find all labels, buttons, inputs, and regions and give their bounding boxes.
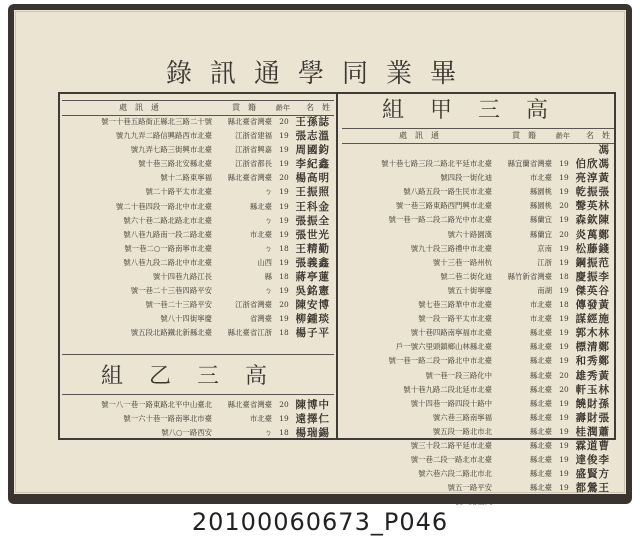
name-cell: 王孫誌 — [296, 116, 330, 128]
name-cell: 郭木林 — [576, 327, 610, 340]
table-row — [62, 412, 334, 426]
address-cell: 號一巷一路二段一路北中市北臺 — [388, 356, 492, 366]
left-table-header — [62, 100, 334, 116]
age-cell: 19 — [559, 328, 569, 338]
address-cell: 號一巷三路東路西門興市北臺 — [395, 201, 492, 211]
address-cell: 號五段北路鐵北新縣北臺 — [130, 328, 212, 338]
table-row — [342, 199, 614, 213]
address-cell: 號八○一路西安 — [161, 428, 212, 438]
address-cell: 號二十路平太市北臺 — [145, 187, 212, 197]
table-row — [62, 129, 334, 143]
age-cell: 20 — [279, 173, 289, 183]
origin-cell: ㄅ — [264, 243, 272, 253]
address-cell: 號八巷九路南一段二路北臺 — [123, 229, 212, 239]
origin-cell: 縣北臺 — [529, 469, 552, 479]
center-divider — [336, 92, 338, 440]
origin-cell: 縣蘭宜 — [529, 215, 552, 225]
name-cell: 陳博中 — [296, 399, 330, 411]
origin-cell: 山西 — [257, 257, 272, 267]
name-cell: 松藤錢 — [576, 242, 610, 255]
address-cell: 號一巷一段三路化中 — [425, 370, 492, 380]
origin-cell: ㄅ — [264, 428, 272, 438]
age-cell: 20 — [559, 384, 569, 394]
name-cell: 楊瑞錫 — [296, 427, 330, 440]
origin-cell: 市北臺 — [529, 173, 552, 183]
table-row — [62, 312, 334, 326]
age-cell: 20 — [559, 370, 569, 380]
header-address: 處 訊 通 — [399, 131, 439, 140]
age-cell: 19 — [559, 440, 569, 450]
address-cell: 號十四巷一路四段十路中 — [410, 398, 492, 408]
origin-cell: 縣蘭宜 — [529, 229, 552, 239]
age-cell: 20 — [279, 400, 289, 409]
age-cell: 19 — [279, 131, 289, 141]
age-cell: 19 — [559, 412, 569, 422]
table-row — [62, 426, 334, 440]
age-cell: 19 — [279, 286, 289, 296]
origin-cell: 市北臺 — [249, 414, 272, 424]
name-cell: 張志溫 — [296, 130, 330, 143]
left-divider-2 — [62, 394, 334, 395]
name-cell: 炎萬鄭 — [576, 228, 610, 241]
name-cell: 森欽陳 — [576, 214, 610, 227]
table-row — [342, 439, 614, 453]
age-cell: 18 — [559, 300, 569, 310]
address-cell: 號九十段三路禮中市北臺 — [410, 243, 492, 253]
address-cell: 號二十巷四段一路北中市北臺 — [115, 201, 212, 211]
name-cell: 聲英林 — [576, 200, 610, 213]
table-row — [62, 398, 334, 412]
table-row — [62, 200, 334, 214]
origin-cell: 縣園桃 — [529, 201, 552, 211]
age-cell: 19 — [559, 455, 569, 465]
name-cell: 鋼振范 — [576, 256, 610, 269]
name-cell: 盛賢方 — [576, 468, 610, 481]
table-row — [62, 284, 334, 298]
table-row — [342, 411, 614, 425]
address-cell: 號五段一路北市北 — [432, 426, 492, 436]
table-row — [342, 397, 614, 411]
table-row — [342, 467, 614, 481]
address-cell: 號五一路平安 — [447, 483, 492, 493]
age-cell: 18 — [279, 272, 289, 282]
address-cell: 號十四巷九路江長 — [152, 272, 212, 282]
header-origin: 貫 籍 — [512, 131, 536, 140]
address-cell: 號十巷九路二段北延市北臺 — [403, 384, 492, 394]
header-address: 處 訊 通 — [119, 103, 159, 112]
origin-cell: 縣宜蘭省灣臺 — [507, 159, 552, 169]
address-cell: 號八巷九段二路北中市北臺 — [123, 257, 212, 267]
address-cell: 號六巷六段二路北市北 — [418, 469, 492, 479]
name-cell: 謀經施 — [576, 313, 610, 326]
table-row — [62, 214, 334, 228]
name-cell: 慶振李 — [576, 270, 610, 283]
name-cell: 軒玉林 — [576, 383, 610, 396]
address-cell: 號八路五段一路生民市北臺 — [403, 187, 492, 197]
age-cell: 20 — [279, 117, 289, 126]
address-cell: 號一巷二○一路南寧市北臺 — [124, 243, 212, 253]
name-cell: 周國鈞 — [296, 144, 330, 157]
address-cell: 號一巷二十三路平安 — [145, 300, 212, 310]
origin-cell: 江浙省灣臺 — [235, 300, 272, 310]
name-cell: 亮淳黃 — [576, 172, 610, 185]
name-cell: 楊高明 — [296, 172, 330, 185]
table-row — [342, 157, 614, 171]
table-row — [342, 143, 614, 157]
name-cell: 壽財張 — [576, 411, 610, 424]
table-row — [342, 425, 614, 439]
origin-cell: 縣 — [264, 272, 272, 282]
name-cell: 王精勤 — [296, 242, 330, 255]
origin-cell: 縣園桃 — [529, 187, 552, 197]
address-cell: 號一巷二十三巷四路平安 — [130, 286, 212, 296]
address-cell: 號九弄七路三街興市北臺 — [130, 145, 212, 155]
table-row — [342, 453, 614, 467]
table-row — [342, 354, 614, 368]
table-row — [342, 270, 614, 284]
header-name: 名 姓 — [586, 131, 610, 140]
name-cell: 傑英谷 — [576, 284, 610, 297]
table-row — [62, 143, 334, 157]
table-row — [342, 312, 614, 326]
address-cell: 號六巷三路南寧福 — [432, 412, 492, 422]
origin-cell: 縣北臺省江浙 — [227, 328, 272, 338]
origin-cell: 縣北臺 — [529, 412, 552, 422]
name-cell: 都鶯王 — [576, 482, 610, 495]
origin-cell: 江浙省興嘉 — [235, 145, 272, 155]
address-cell: 號九九弄二路信興路西市北臺 — [115, 131, 212, 141]
name-cell: 乾振張 — [576, 186, 610, 199]
age-cell: 19 — [559, 426, 569, 436]
address-cell: 號三十段二路平延市北臺 — [410, 440, 492, 450]
name-cell: 伯欣馮 — [576, 158, 610, 171]
address-cell: 號八十四街寧慶 — [160, 314, 212, 324]
table-row — [62, 298, 334, 312]
name-cell: 張世光 — [296, 228, 330, 241]
address-cell: 號七巷三路華中市北臺 — [418, 300, 492, 310]
left-divider — [62, 354, 334, 355]
address-cell: 號一段一路平太市北臺 — [418, 314, 492, 324]
origin-cell: 縣北臺省灣臺 — [227, 173, 272, 183]
header-age: 齡年 — [276, 104, 290, 112]
table-row — [342, 298, 614, 312]
table-row — [342, 369, 614, 383]
age-cell: 19 — [559, 314, 569, 324]
origin-cell: 縣北臺省灣臺 — [227, 117, 272, 126]
address-cell: 號一巷一路二段二路光中市北臺 — [388, 215, 492, 225]
address-cell: 號一巷二段一路北市北臺 — [410, 455, 492, 465]
table-row — [342, 481, 614, 495]
address-cell: 號十巷三路北安縣北臺 — [138, 159, 212, 169]
origin-cell: 縣北臺 — [529, 370, 552, 380]
table-row — [342, 284, 614, 298]
origin-cell: 市北臺 — [249, 229, 272, 239]
age-cell: 19 — [559, 356, 569, 366]
table-row — [342, 383, 614, 397]
age-cell: 19 — [279, 145, 289, 155]
origin-cell: 江浙 — [537, 257, 552, 267]
address-cell: 號十巷七路三段二路北平延市北臺 — [381, 159, 492, 169]
age-cell: 19 — [279, 201, 289, 211]
age-cell: 19 — [559, 257, 569, 267]
name-cell: 柳鍾琰 — [296, 313, 330, 326]
age-cell: 19 — [559, 173, 569, 183]
age-cell: 19 — [279, 229, 289, 239]
age-cell: 19 — [279, 187, 289, 197]
age-cell: 18 — [559, 271, 569, 281]
age-cell: 19 — [559, 243, 569, 253]
origin-cell: 京南 — [537, 243, 552, 253]
table-row — [62, 326, 334, 340]
right-table-body — [342, 143, 614, 509]
table-row — [342, 340, 614, 354]
table-row — [342, 228, 614, 242]
table-row — [342, 326, 614, 340]
name-cell: 遠擇仁 — [296, 413, 330, 426]
age-cell: 19 — [559, 187, 569, 197]
name-cell: 蔣亭蓮 — [296, 271, 330, 284]
address-cell: 號五十街寧慶 — [447, 285, 492, 295]
table-row — [62, 171, 334, 185]
origin-cell: 縣北臺 — [249, 201, 272, 211]
age-cell: 18 — [279, 428, 289, 438]
origin-cell: ㄅ — [264, 187, 272, 197]
age-cell: 19 — [559, 483, 569, 493]
table-row — [342, 242, 614, 256]
address-cell: 號八路生民 — [455, 497, 492, 507]
origin-cell: 江浙省建福 — [235, 131, 272, 141]
origin-cell: 縣北臺 — [529, 384, 552, 394]
age-cell: 19 — [279, 159, 289, 169]
origin-cell: 省灣臺 — [249, 314, 272, 324]
name-cell: 吳銘憲 — [296, 285, 330, 298]
origin-cell: 市北臺 — [529, 314, 552, 324]
right-section-title: 組甲三高 — [381, 98, 574, 123]
name-cell: 張振全 — [296, 214, 330, 227]
table-row — [342, 213, 614, 227]
caption: 20100060673_P046 — [191, 508, 449, 536]
name-cell: 陳安博 — [296, 299, 330, 312]
origin-cell: 市北臺 — [529, 300, 552, 310]
origin-cell: 縣北臺 — [529, 342, 552, 352]
left-section-title: 組乙三高 — [100, 364, 293, 389]
table-row — [62, 115, 334, 129]
age-cell: 19 — [279, 215, 289, 225]
table-row — [62, 270, 334, 284]
age-cell: 19 — [559, 215, 569, 225]
header-age: 齡年 — [556, 132, 570, 140]
origin-cell: 南湖 — [537, 285, 552, 295]
age-cell: 18 — [279, 328, 289, 338]
age-cell: 20 — [559, 229, 569, 239]
name-cell: 饒財孫 — [576, 397, 610, 410]
address-cell: 號一八一巷一路東路北平中山臺北 — [101, 400, 212, 409]
address-cell: 號十巷四路南寧福市北臺 — [410, 328, 492, 338]
name-cell: 王振照 — [296, 186, 330, 199]
name-cell: 馮 — [598, 144, 610, 156]
age-cell: 20 — [559, 201, 569, 211]
table-row — [62, 242, 334, 256]
name-cell: 標清鄭 — [576, 341, 610, 354]
left-table-body-2 — [62, 398, 334, 440]
age-cell: 20 — [279, 300, 289, 310]
origin-cell: ㄅ — [264, 286, 272, 296]
age-cell: 19 — [559, 342, 569, 352]
address-cell: 號六十路園漢 — [447, 229, 492, 239]
age-cell: 19 — [559, 469, 569, 479]
origin-cell: ㄅ — [264, 215, 272, 225]
origin-cell: 縣北臺 — [529, 455, 552, 465]
address-cell: 號十二路東寧福 — [160, 173, 212, 183]
origin-cell: 縣北臺省灣臺 — [227, 400, 272, 409]
address-cell: 號二巷二街化迪 — [440, 271, 492, 281]
origin-cell: 縣北臺 — [529, 328, 552, 338]
name-cell: 雄秀黃 — [576, 369, 610, 382]
name-cell: 張義鑫 — [296, 256, 330, 269]
address-cell: 號十三巷一路州杭 — [432, 257, 492, 267]
header-name: 名 姓 — [306, 103, 330, 112]
table-row — [342, 185, 614, 199]
age-cell: 18 — [279, 243, 289, 253]
name-cell: 楊子平 — [296, 327, 330, 340]
origin-cell: 縣北臺 — [529, 483, 552, 493]
name-cell: 李紀鑫 — [296, 158, 330, 171]
table-row — [62, 185, 334, 199]
name-cell: 達俊李 — [576, 454, 610, 467]
address-cell: 號一六十巷一路南寧北市臺 — [123, 414, 212, 424]
origin-cell: 縣北臺 — [529, 440, 552, 450]
origin-cell: 江浙省都長 — [235, 159, 272, 169]
table-row — [62, 157, 334, 171]
table-row — [62, 228, 334, 242]
header-origin: 貫 籍 — [232, 103, 256, 112]
table-row — [342, 256, 614, 270]
address-cell: 號一十巷五路衙正縣北三路二十號 — [101, 117, 212, 126]
name-cell: 霖道曹 — [576, 439, 610, 452]
address-cell: 號四段一街化迪 — [440, 173, 492, 183]
name-cell: 和秀鄭 — [576, 355, 610, 368]
name-cell: 傳發黃 — [576, 299, 610, 312]
address-cell: 號六十巷二路北路北市北臺 — [123, 215, 212, 225]
origin-cell: 縣北臺 — [529, 356, 552, 366]
right-table-header — [342, 128, 614, 144]
name-cell: 桂潤蕭 — [576, 425, 610, 438]
origin-cell: 縣北臺 — [529, 426, 552, 436]
age-cell: 19 — [559, 285, 569, 295]
name-cell: 王科金 — [296, 200, 330, 213]
age-cell: 19 — [559, 398, 569, 408]
age-cell: 19 — [279, 257, 289, 267]
origin-cell: 縣北臺 — [529, 398, 552, 408]
origin-cell: 縣竹新省灣臺 — [507, 271, 552, 281]
age-cell: 19 — [279, 314, 289, 324]
address-cell: 戶一號六里頭鎮鄉山林縣北臺 — [395, 342, 492, 352]
page-title: 錄訊通學同業畢 — [165, 59, 474, 89]
table-row — [62, 256, 334, 270]
table-row — [342, 171, 614, 185]
left-table-body — [62, 115, 334, 341]
age-cell: 19 — [279, 414, 289, 424]
age-cell: 19 — [559, 159, 569, 169]
